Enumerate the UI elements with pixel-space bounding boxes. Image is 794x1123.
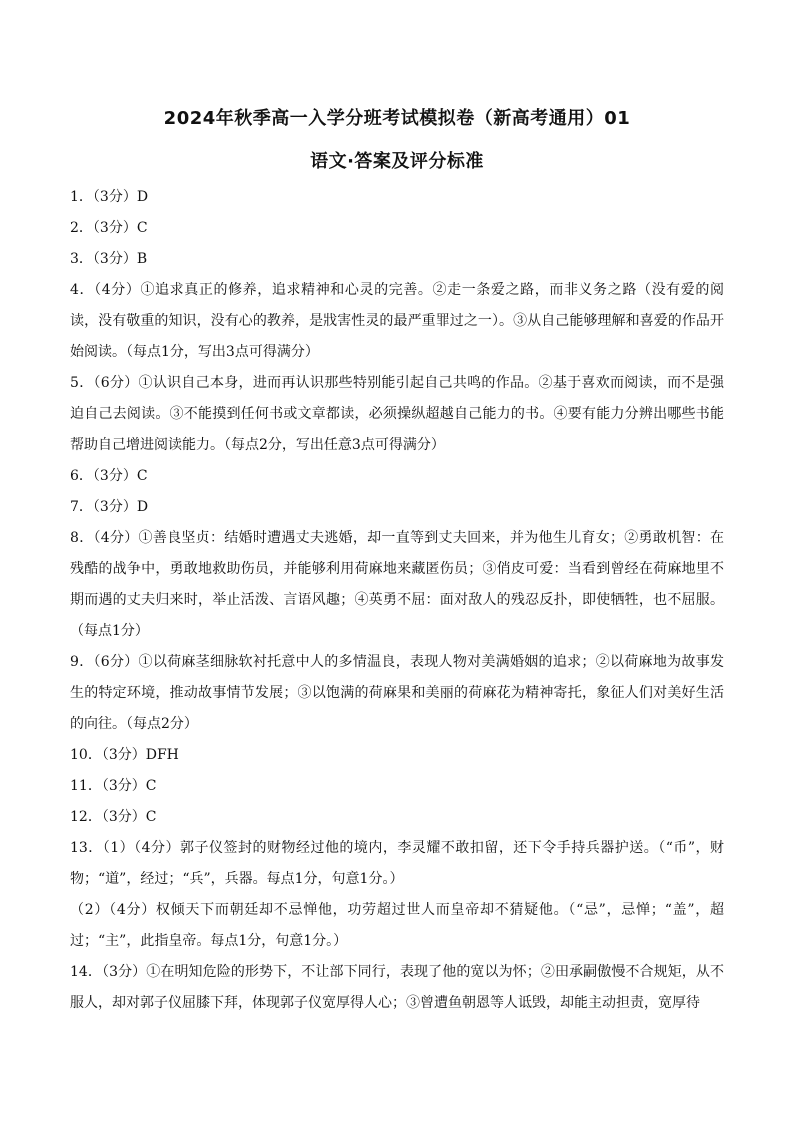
answer-item-12 <box>70 802 724 833</box>
answer-item-14 <box>70 957 724 1019</box>
answer-item-11 <box>70 771 724 802</box>
answer-number: 14． <box>70 964 102 980</box>
answer-text: （6分）①认识自己本身，进而再认识那些特别能引起自己共鸣的作品。②基于喜欢而阅读，而不是强迫自己去阅读。③不能摸到任何书或文章都读，必须操纵超越自己能力的书。④要有能力分辨出哪些书能帮助自己增进阅读能力。（每点2分，写出任意3点可得满分） <box>70 375 724 453</box>
answer-text: （4分）①善良坚贞：结婚时遭遇丈夫逃婚，却一直等到丈夫回来，并为他生儿育女；②勇敢机智：在残酷的战争中，勇敢地救助伤员，并能够利用荷麻地来藏匿伤员；③俏皮可爱：当看到曾经在荷麻地里不期而遇的丈夫归来时，举止活泼、言语风趣；④英勇不屈：面对敌人的残忍反扑，即使牺牲，也不屈服。（每点1分） <box>70 530 724 639</box>
answer-number: 2． <box>70 220 93 236</box>
answer-item-6 <box>70 461 724 492</box>
answer-text: （3分）C <box>92 468 148 484</box>
answer-number: 13． <box>70 840 103 856</box>
answer-item-9 <box>70 647 724 740</box>
answer-text: （6分）①以荷麻茎细脉软衬托意中人的多情温良，表现人物对美满婚姻的追求；②以荷麻地为故事发生的特定环境，推动故事情节发展；③以饱满的荷麻果和美丽的荷麻花为精神寄托，象征人们对美好生活的向往。（每点2分） <box>70 654 724 732</box>
answer-number: 6． <box>70 468 93 484</box>
answer-item-3 <box>70 244 724 275</box>
answer-number: 10． <box>70 747 102 763</box>
answer-item-4 <box>70 275 724 368</box>
answer-number: 11． <box>70 778 102 794</box>
answer-list <box>70 182 724 1019</box>
answer-number: 1． <box>70 189 93 205</box>
answer-item-10 <box>70 740 724 771</box>
answer-text: （2）（4分）权倾天下而朝廷却不忌惮他，功劳超过世人而皇帝却不猜疑他。（“忌”，忌惮；“盖”，超过；“主”，此指皇帝。每点1分，句意1分。） <box>70 902 724 949</box>
answer-item-1 <box>70 182 724 213</box>
answer-text: （3分）DFH <box>101 747 179 763</box>
answer-number: 8． <box>70 530 94 546</box>
answer-item-8 <box>70 523 724 647</box>
document-subtitle: 语文·答案及评分标准 <box>310 151 484 172</box>
answer-text: （3分）B <box>92 251 148 267</box>
answer-text: （3分）①在明知危险的形势下，不让部下同行，表现了他的宽以为怀；②田承嗣傲慢不合规矩，从不服人，却对郭子仪屈膝下拜，体现郭子仪宽厚得人心；③曾遭鱼朝恩等人诋毁，却能主动担责，宽厚待 <box>70 964 724 1011</box>
answer-number: 4． <box>70 282 95 298</box>
answer-item-7 <box>70 492 724 523</box>
answer-text: （3分）D <box>92 189 149 205</box>
answer-number: 7． <box>70 499 93 515</box>
answer-number: 5． <box>70 375 94 391</box>
answer-text: （3分）D <box>92 499 149 515</box>
answer-item-13-part-1 <box>70 833 724 895</box>
answer-number: 3． <box>70 251 93 267</box>
answer-item-2 <box>70 213 724 244</box>
answer-text: （3分）C <box>92 220 148 236</box>
answer-text: （3分）C <box>101 809 157 825</box>
answer-number: 9． <box>70 654 94 670</box>
answer-text: （1）（4分）郭子仪签封的财物经过他的境内，李灵耀不敢扣留，还下令手持兵器护送。（“币”，财物；“道”，经过；“兵”，兵器。每点1分，句意1分。） <box>70 840 724 887</box>
answer-number: 12． <box>70 809 102 825</box>
answer-item-5 <box>70 368 724 461</box>
answer-text: （4分）①追求真正的修养，追求精神和心灵的完善。②走一条爱之路，而非义务之路（没有爱的阅读，没有敬重的知识，没有心的教养，是戕害性灵的最严重罪过之一）。③从自己能够理解和喜爱的作品开始阅读。（每点1分，写出3点可得满分） <box>70 282 724 360</box>
answer-item-13-part-2 <box>70 895 724 957</box>
answer-text: （3分）C <box>101 778 157 794</box>
document-title: 2024年秋季高一入学分班考试模拟卷（新高考通用）01 <box>163 108 631 129</box>
